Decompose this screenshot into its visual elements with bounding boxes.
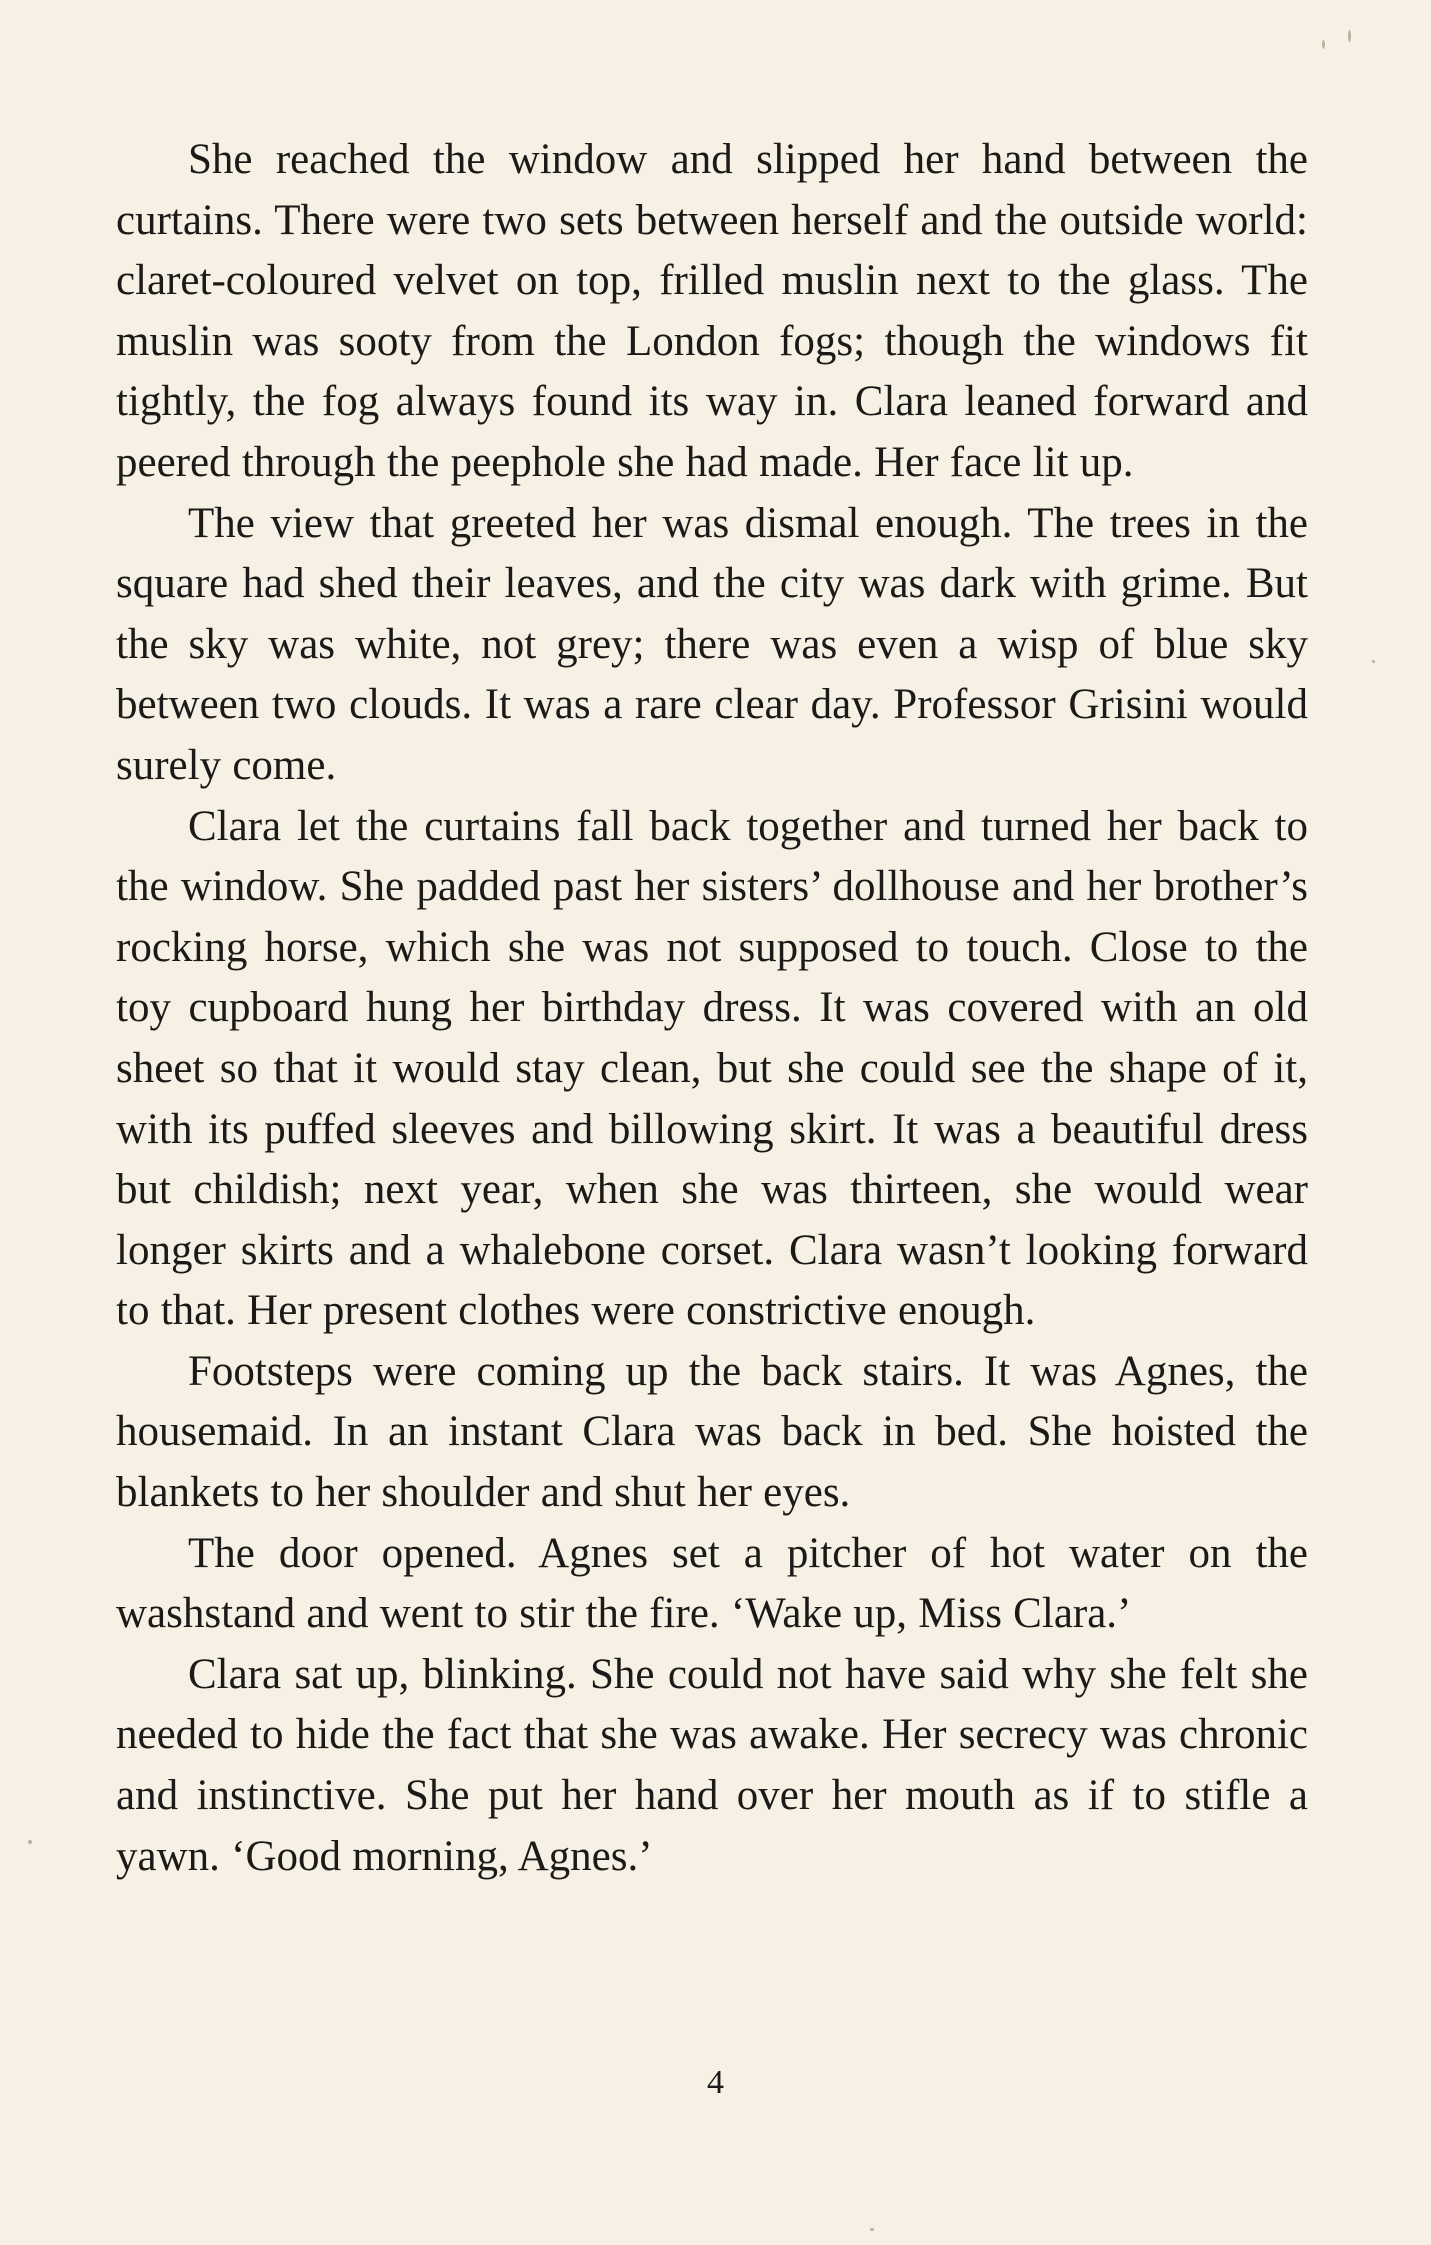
paper-speck [1372,660,1375,663]
paper-speck [1348,30,1351,42]
paragraph: The view that greeted her was dismal enough. The trees in the square had shed their leaves, and the city was dark with grime. But the sky was white, not grey; there was even a wisp of blue sky between two clouds. It was a rare clear day. Professor Grisini would surely come. [116,499,1308,789]
paragraph: Clara sat up, blinking. She could not have said why she felt she needed to hide the fact that she was awake. Her secrecy was chronic and instinctive. She put her hand over her mouth as if to stifle a yawn. ‘Good morning, Agnes.’ [116,1650,1308,1880]
paper-speck [870,2228,874,2231]
paper-speck [28,1840,32,1844]
body-text [116,130,1308,1887]
paper-speck [1322,40,1325,49]
paragraph: Footsteps were coming up the back stairs. It was Agnes, the housemaid. In an instant Clara was back in bed. She hoisted the blankets to her shoulder and shut her eyes. [116,1347,1308,1517]
paragraph: Clara let the curtains fall back together and turned her back to the window. She padded past her sisters’ dollhouse and her brother’s rocking horse, which she was not supposed to touch. Close to the toy cupboard hung her birthday dress. It was covered with an old sheet so that it would stay clean, but she could see the shape of it, with its puffed sleeves and billowing skirt. It was a beautiful dress but childish; next year, when she was thirteen, she would wear longer skirts and a whalebone corset. Clara wasn’t looking forward to that. Her present clothes were constrictive enough. [116,802,1308,1335]
paragraph: She reached the window and slipped her hand between the curtains. There were two sets between herself and the outside world: claret-coloured velvet on top, frilled muslin next to the glass. The muslin was sooty from the London fogs; though the windows fit tightly, the fog always found its way in. Clara leaned forward and peered through the peephole she had made. Her face lit up. [116,136,1308,486]
paragraph: The door opened. Agnes set a pitcher of hot water on the washstand and went to stir the fire. ‘Wake up, Miss Clara.’ [116,1529,1308,1638]
page-number: 4 [707,2064,724,2101]
